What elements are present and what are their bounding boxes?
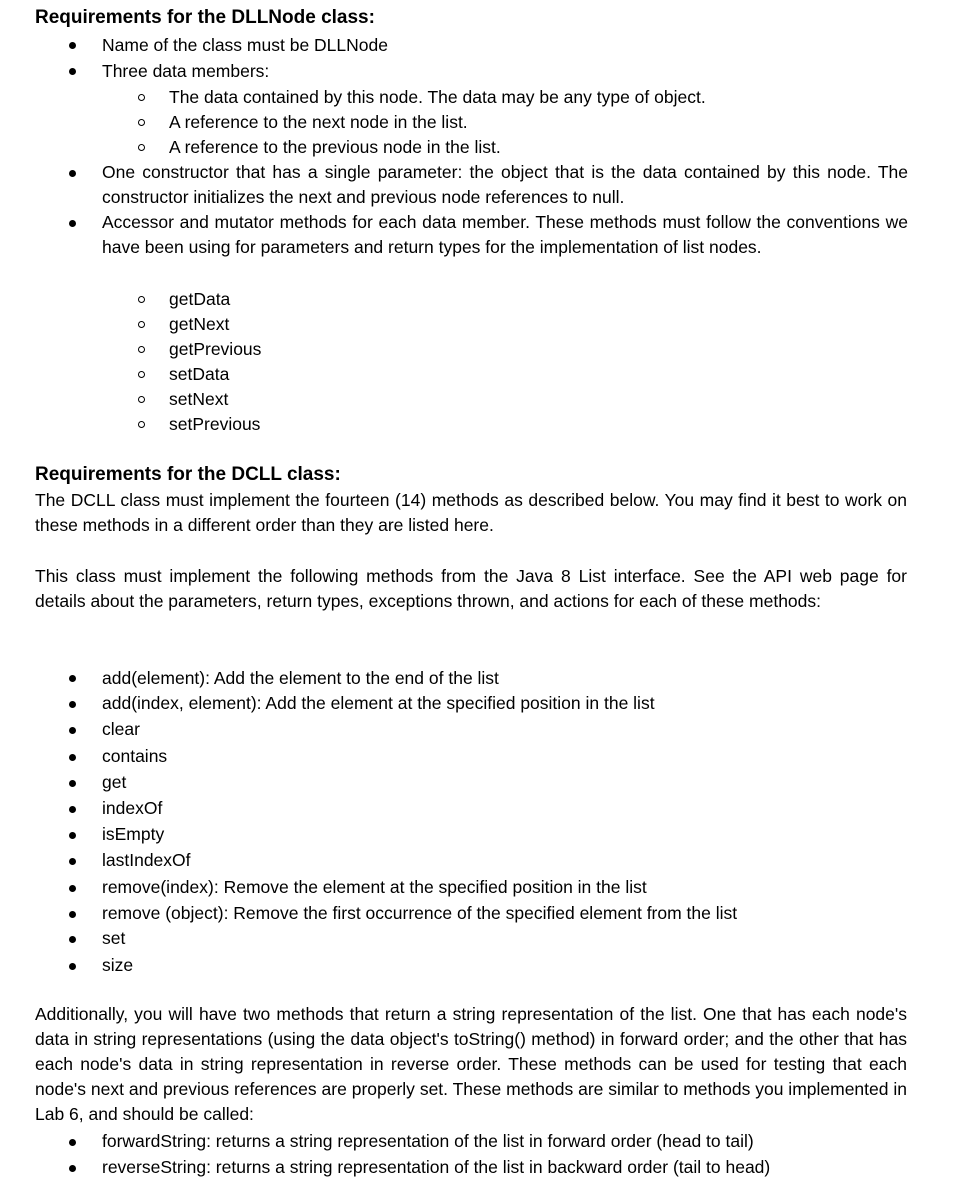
sub-bullet-circle — [138, 94, 145, 101]
bullet-dot — [69, 806, 76, 813]
string-method-item: reverseString: returns a string representation of the list in backward order (tail to head) — [102, 1157, 771, 1177]
data-member-item: A reference to the previous node in the list. — [169, 137, 501, 157]
bullet-dot — [69, 1139, 76, 1146]
list-method-item: set — [102, 928, 126, 948]
bullet-dot — [69, 42, 76, 49]
bullet-dot — [69, 963, 76, 970]
list-method-item: remove (object): Remove the first occurrence of the specified element from the list — [102, 903, 738, 923]
string-method-item: forwardString: returns a string representation of the list in forward order (head to tail) — [102, 1131, 754, 1151]
method-item: setNext — [169, 389, 229, 409]
list-method-item: clear — [102, 719, 140, 739]
list-method-item: add(element): Add the element to the end of the list — [102, 668, 499, 688]
bullet-dot — [69, 936, 76, 943]
bullet-dot — [69, 701, 76, 708]
list-method-item: indexOf — [102, 798, 163, 818]
data-member-item: The data contained by this node. The data may be any type of object. — [169, 87, 706, 107]
bullet-dot — [69, 727, 76, 734]
bullet-dot — [69, 220, 76, 227]
bullet-dot — [69, 68, 76, 75]
bullet-dot — [69, 675, 76, 682]
dllnode-bullet-data-members: Three data members: — [102, 61, 270, 81]
dcll-interface-paragraph: This class must implement the following methods from the Java 8 List interface. See the API web page for details about the parameters, return types, exceptions thrown, and actions for each of these methods: — [35, 566, 907, 611]
list-method-item: add(index, element): Add the element at the specified position in the list — [102, 693, 655, 713]
dllnode-heading: Requirements for the DLLNode class: — [35, 7, 375, 28]
method-item: getNext — [169, 314, 230, 334]
sub-bullet-circle — [138, 346, 145, 353]
bullet-dot — [69, 754, 76, 761]
method-item: getPrevious — [169, 339, 262, 359]
dcll-intro-paragraph: The DCLL class must implement the fourteen (14) methods as described below. You may find it best to work on these methods in a different order than they are listed here. — [35, 490, 907, 535]
method-item: setPrevious — [169, 414, 261, 434]
sub-bullet-circle — [138, 321, 145, 328]
list-method-item: lastIndexOf — [102, 850, 191, 870]
bullet-dot — [69, 832, 76, 839]
bullet-dot — [69, 170, 76, 177]
dcll-heading: Requirements for the DCLL class: — [35, 464, 341, 485]
list-method-item: contains — [102, 746, 168, 766]
sub-bullet-circle — [138, 421, 145, 428]
list-method-item: size — [102, 955, 134, 975]
dllnode-bullet-class-name: Name of the class must be DLLNode — [102, 35, 388, 55]
sub-bullet-circle — [138, 396, 145, 403]
bullet-dot — [69, 911, 76, 918]
sub-bullet-circle — [138, 371, 145, 378]
method-item: setData — [169, 364, 230, 384]
bullet-dot — [69, 858, 76, 865]
sub-bullet-circle — [138, 144, 145, 151]
additional-paragraph: Additionally, you will have two methods that return a string representation of the list. One that has each node's data in string representations (using the data object's toString() method) in forward order; and the other that has each node's data in string representation in reverse order. These methods can be used for testing that each node's next and previous references are properly set. These methods are similar to methods you implemented in Lab 6, and should be called: — [35, 1004, 907, 1124]
list-method-item: remove(index): Remove the element at the specified position in the list — [102, 877, 647, 897]
bullet-dot — [69, 780, 76, 787]
dllnode-bullet-constructor: One constructor that has a single parameter: the object that is the data contained by this node. The constructor initializes the next and previous node references to null. — [102, 162, 908, 207]
list-method-item: get — [102, 772, 127, 792]
list-method-item: isEmpty — [102, 824, 165, 844]
data-member-item: A reference to the next node in the list. — [169, 112, 468, 132]
sub-bullet-circle — [138, 119, 145, 126]
bullet-dot — [69, 1165, 76, 1172]
bullet-dot — [69, 885, 76, 892]
dllnode-bullet-accessors: Accessor and mutator methods for each data member. These methods must follow the conventions we have been using for parameters and return types for the implementation of list nodes. — [102, 212, 908, 257]
method-item: getData — [169, 289, 231, 309]
sub-bullet-circle — [138, 296, 145, 303]
